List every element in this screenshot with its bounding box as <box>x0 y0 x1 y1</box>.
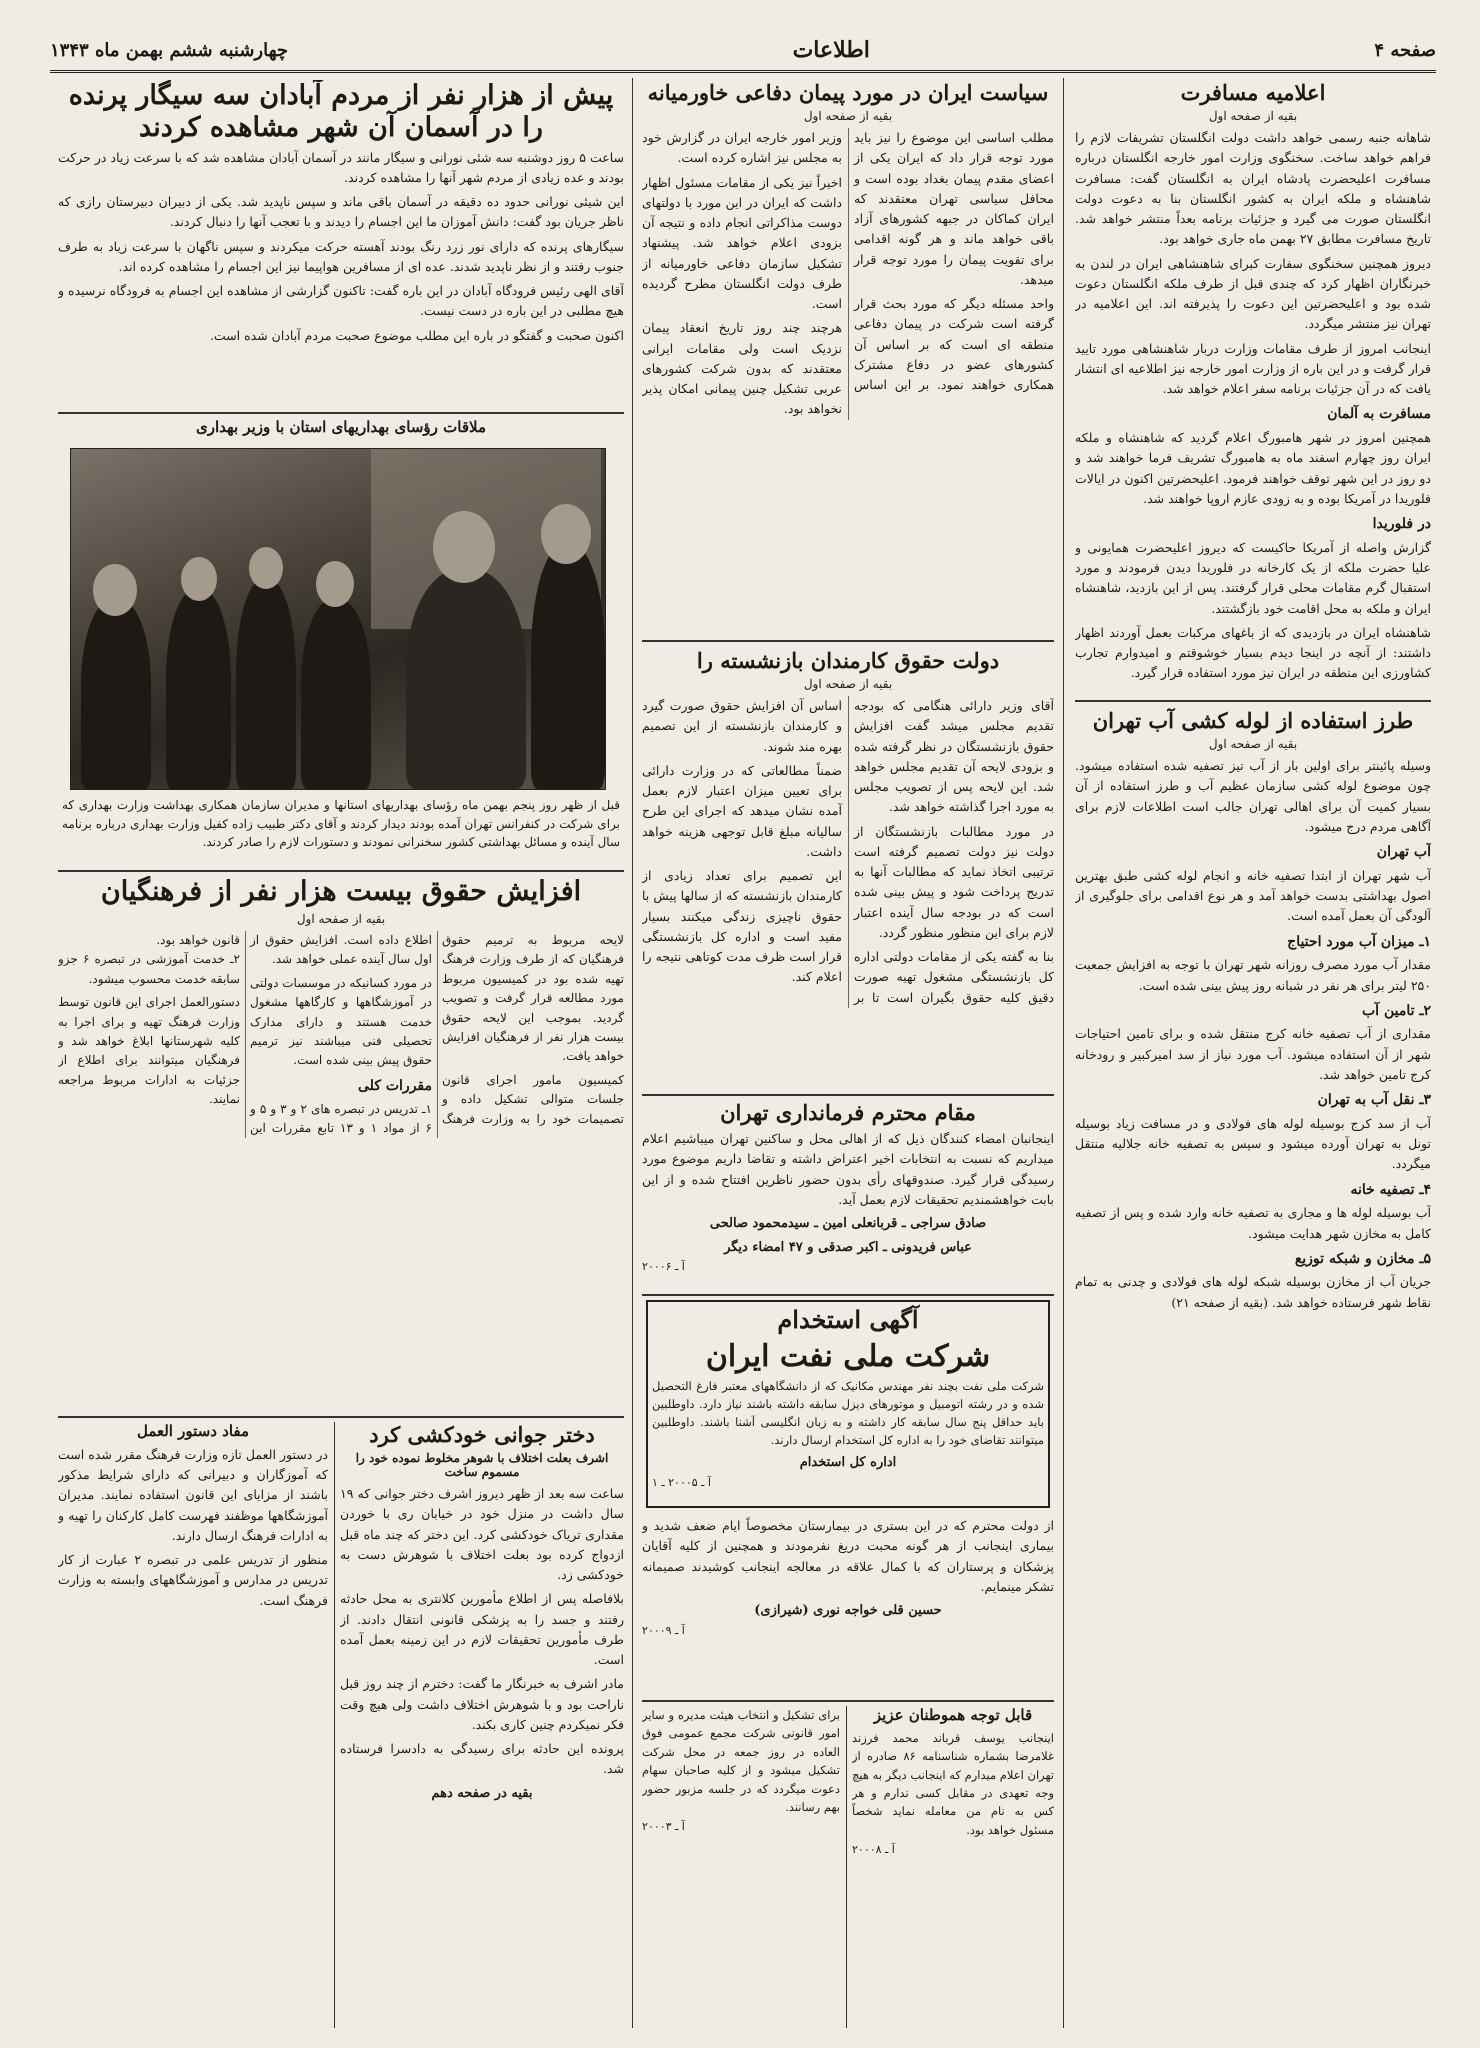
column-rule <box>632 868 633 2028</box>
headline: قابل توجه هموطنان عزیز <box>873 1706 1033 1724</box>
headline: پیش از هزار نفر از مردم آبادان سه سیگار پرنده را در آسمان آن شهر مشاهده کردند <box>68 80 614 143</box>
divider <box>642 1094 1054 1096</box>
paragraph: مادر اشرف به خبرنگار ما گفت: دخترم از چند روز قبل ناراحت بود و با شوهرش اختلاف داشت ولی هیچ وقت فکر نمیکردم چنین کاری بکند. <box>340 1676 624 1732</box>
paragraph: آقای وزیر دارائی هنگامی که بودجه تقدیم مجلس میشد گفت افزایش حقوق بازنشستگان در نظر گرفته شده و بزودی لایحه آن تقدیم مجلس خواهد شد. این لایحه پس از تصویب مجلس به مورد اجرا گذاشته خواهد شد. <box>854 698 1054 815</box>
paragraph: سیگارهای پرنده که دارای نور زرد رنگ بودند آهسته حرکت میکردند و سپس ناگهان با سرعت زیاد به طرف جنوب رفتند و از نظر ناپدید شدند. عده ای از مسافرین هواپیما نیز این اجسام را مشاهده کرده اند. <box>58 238 624 274</box>
teachers-pay-article <box>58 876 624 1386</box>
paragraph: آب شهر تهران از ابتدا تصفیه خانه و انجام لوله کشی طبق بهترین اصول بهداشتی بدست خواهد آمد و هر نوع اقدامی برای جلوگیری از آلودگی آن بعمل آمده است. <box>1075 867 1431 924</box>
photo-figure <box>236 579 296 789</box>
column-rule <box>846 1706 847 2028</box>
girl-suicide-article <box>340 1422 624 2028</box>
paragraph: این شیئی نورانی حدود ده دقیقه در آسمان باقی ماند و سپس ناپدید شد. یکی از دبیران دبیرستان رازی که ناظر جریان بود گفت: دانش آموزان ما این اجسام را دیدند و با تعجب آنها را دنبال کردند. <box>58 194 624 230</box>
paragraph: پرونده این حادثه برای رسیدگی به دادسرا فرستاده شد. <box>340 1741 624 1777</box>
photo-figure <box>81 599 151 789</box>
paragraph: دیروز همچنین سخنگوی سفارت کبرای شاهنشاهی ایران در لندن به خبرنگاران اظهار کرد که چندی قبل از طرف ملکه انگلستان دعوت شده بود و اعلیحضرتین این دعوت را پذیرفته اند. این اعلامیه در تهران نیز منتشر میگردد. <box>1075 255 1431 332</box>
paragraph: مقداری از آب تصفیه خانه کرج منتقل شده و برای تامین احتیاجات شهر از آن استفاده میشود. آب مورد نیاز از سد امیرکبیر و رودخانه کرج تامین خواهد شد. <box>1075 1026 1431 1082</box>
travel-announcement-article <box>1075 80 1431 694</box>
abadan-ufo-article <box>58 80 624 410</box>
notice-signature: حسین قلی خواجه نوری (شیرازی) <box>754 1603 942 1618</box>
paragraph: برای تشکیل و انتخاب هیئت مدیره و سایر امور قانونی شرکت مجمع عمومی فوق العاده در روز جمعه در محل شرکت تشکیل میشود و از کلیه صاحبان سهام دعوت میگردد که در جلسه مزبور حضور بهم رسانند. <box>642 1708 840 1814</box>
subheading: ۳ـ نقل آب به تهران <box>1317 1092 1431 1109</box>
column-rule <box>632 78 633 868</box>
ad-title: آگهی استخدام <box>777 1305 919 1334</box>
paragraph: ضمناً مطالعاتی که در وزارت دارائی برای تعیین میزان اعتبار لازم بعمل آمده نشان میدهد که اجرای این طرح سالیانه مبلغ قابل توجهی هزینه خواهد داشت. <box>642 762 842 859</box>
divider <box>58 412 624 414</box>
paragraph: اینجانبان امضاء کنندگان ذیل که از اهالی محل و ساکنین تهران میباشیم اعلام میداریم که نسبت به انتخابات اخیر اعتراض داشته و تقاضا داریم موضوع مورد رسیدگی قرار گیرد. صندوقهای رأی بدون حضور ناظرین افتتاح شده و از این بابت خواهشمندیم تحقیقات لازم بعمل آید. <box>642 1131 1054 1207</box>
water-pipeline-article <box>1075 708 1431 2030</box>
ad-company: شرکت ملی نفت ایران <box>705 1338 991 1374</box>
photo-title: ملاقات رؤسای بهداریهای استان با وزیر بهداری <box>196 418 486 436</box>
photo-figure <box>433 511 495 583</box>
column-rule <box>1063 78 1064 2028</box>
divider <box>58 1416 624 1418</box>
paragraph: اینجانب امروز از طرف مقامات وزارت دربار شاهنشاهی مورد تایید قرار گرفت و در این باره از وزارت امور خارجه نیز اطلاعیه ای انتشار یافت که در آن جزئیات برنامه سفر اعلام خواهد شد. <box>1075 340 1431 397</box>
page-header <box>50 30 1436 73</box>
meeting-photo <box>70 448 606 790</box>
subheading: ۴ـ تصفیه خانه <box>1350 1181 1431 1198</box>
paragraph: شرکت ملی نفت بچند نفر مهندس مکانیک که از دانشگاههای معتبر فارغ التحصیل شده و در رشته اتومبیل و موتورهای دیزل سابقه داشته باشند نیاز دارد. داوطلبین باید حداقل پنج سال سابقه کار داشته و به زبان انگلیسی آشنا باشند. داوطلبین میتوانند تقاضای خود را به اداره کل استخدام ارسال دارند. <box>652 1379 1044 1447</box>
photo-figure <box>531 544 605 789</box>
column-rule <box>334 1422 335 2028</box>
continued-note: بقیه از صفحه اول <box>803 109 893 124</box>
divider <box>642 1294 1054 1296</box>
paragraph: اخیراً نیز یکی از مقامات مسئول اظهار داشت که ایران در این مورد با دولتهای دوست مذاکراتی انجام داده و نتیجه آن بزودی اعلام خواهد شد. پیشنهاد تشکیل سازمان دفاعی خاورمیانه از طرف دولت انگلستان مطرح گردیده است. <box>642 174 842 312</box>
headline: مقام محترم فرمانداری تهران <box>720 1100 976 1125</box>
divider <box>1075 700 1431 702</box>
headline: دولت حقوق کارمندان بازنشسته را <box>696 648 1000 673</box>
photo-caption <box>62 796 620 868</box>
paragraph: آب از سد کرج بوسیله لوله های فولادی و در مسافت زیاد بوسیله تونل به تهران آورده میشود و سپس به تصفیه خانه جلالیه منتقل میگردد. <box>1075 1115 1431 1172</box>
oil-company-ad <box>646 1300 1050 1508</box>
headline: اعلامیه مسافرت <box>1180 80 1326 105</box>
subheading: در فلوریدا <box>1372 516 1431 533</box>
divider <box>58 870 624 872</box>
ad-reference: آ ـ ۲۰۰۰۸ <box>852 1843 895 1857</box>
thanks-notice <box>642 1516 1054 1696</box>
continued-note: بقیه از صفحه اول <box>1208 109 1298 124</box>
paragraph: مقدار آب مورد مصرف روزانه شهر تهران با توجه به افزایش جمعیت ۲۵۰ لیتر برای هر نفر در شبانه روز پیش بینی شده است. <box>1075 957 1431 993</box>
subheading: مسافرت به آلمان <box>1327 406 1431 423</box>
continued-note: بقیه از صفحه اول <box>1208 737 1298 752</box>
continued-note: بقیه از صفحه اول <box>803 677 893 692</box>
ad-signature: اداره کل استخدام <box>799 1455 897 1471</box>
paragraph: لایحه مربوط به ترمیم حقوق فرهنگیان که از طرف وزارت فرهنگ تهیه شده بود در کمیسیون مربوط مورد مطالعه قرار گرفت و تصویب گردید. بموجب این لایحه حقوق بیست هزار نفر از فرهنگیان افزایش خواهد یافت. <box>442 932 624 1064</box>
subheading: ۱ـ میزان آب مورد احتیاج <box>1287 933 1431 950</box>
divider <box>642 640 1054 642</box>
subheading: آب تهران <box>1376 844 1431 861</box>
paragraph: از دولت محترم که در این بستری در بیمارستان مخصوصاً ایام ضعف شدید و بیماری اینجانب از هر گونه محبت دریغ نفرمودند و همچنین از کلیه آقایان پزشکان و پرستاران که با کمال علاقه در معالجه اینجانب کوشیدند صمیمانه تشکر مینمایم. <box>642 1518 1054 1594</box>
issue-date: چهارشنبه ششم بهمن ماه ۱۳۴۳ <box>50 39 289 61</box>
paragraph: اینجانب یوسف قرباند محمد فرزند غلامرضا بشماره شناسنامه ۸۶ صادره از تهران اعلام میدارم که اینجانب دیگر به هیچ وجه تعهدی در مقابل کسی ندارم و هر کس به نام من معامله نماید شخصاً مسئول خواهد بود. <box>852 1730 1054 1837</box>
ad-reference: آ ـ ۲۰۰۰۹ <box>642 1623 685 1637</box>
paragraph: شاهانه جنبه رسمی خواهد داشت دولت انگلستان تشریفات لازم را فراهم خواهد ساخت. سخنگوی وزارت امور خارجه انگلستان درباره مسافرت اعلیحضرت پادشاه ایران به انگلستان گفت: مسافرت شاهنشاه و ملکه ایران به کشور انگلستان بنا به دعوت دولت انگلستان صورت می گیرد و جزئیات برنامه بعداً منتشر خواهد شد. تاریخ مسافرت مطابق ۲۷ بهمن ماه جاری خواهد بود. <box>1075 130 1431 247</box>
headline: طرز استفاده از لوله کشی آب تهران <box>1092 708 1414 733</box>
headline: سیاست ایران در مورد پیمان دفاعی خاورمیانه <box>647 80 1049 105</box>
paragraph: جریان آب از مخازن بوسیله شبکه لوله های فولادی و چدنی به تمام نقاط شهر فرستاده خواهد شد. (بقیه از صفحه ۲۱) <box>1075 1274 1431 1310</box>
paragraph: آب بوسیله لوله ها و مجاری به تصفیه خانه وارد شده و پس از تصفیه کامل به مخازن شهر هدایت میشود. <box>1075 1205 1431 1241</box>
paragraph: ۱ـ تدریس در تبصره های ۲ و ۳ و ۵ و ۶ از مواد ۱ و ۱۳ تابع مقررات این قانون خواهد بود. ۲ـ خدمت آموزشی در تبصره ۶ جزو سابقه خدمت محسوب میشود. <box>58 932 432 1136</box>
headline: افزایش حقوق بیست هزار نفر از فرهنگیان <box>100 876 582 907</box>
paragraph: واحد مسئله دیگر که مورد بحث قرار گرفته است شرکت در پیمان دفاعی منطقه ای است که بر اساس آن کشورهای عضو در دفاع مشترک همکاری خواهند نمود. بر این اساس وزیر امور خارجه ایران در گزارش خود به مجلس نیز اشاره کرده است. <box>642 130 1054 393</box>
paragraph: هرچند چند روز تاریخ انعقاد پیمان نزدیک است ولی مقامات ایرانی معتقدند که بدون شرکت کشورهای عربی تشکیل چنین پیمانی امکان پذیر نخواهد بود. <box>642 320 842 417</box>
paragraph: این تصمیم برای تعداد زیادی از کارمندان بازنشسته که از سالها پیش با حقوق ناچیزی زندگی میکنند بسیار مفید است و اداره کل بازنشستگی قرار است ظرف مدت کوتاهی نتیجه را اعلام کند. <box>642 868 842 985</box>
subheading: ۵ـ مخازن و شبکه توزیع <box>1294 1250 1431 1267</box>
paragraph: وسیله پائینتر برای اولین بار از آب تیز تصفیه شده استفاده میشود. چون موضوع لوله کشی سازمان عظیم آب و طرز استفاده از آن بسیار کمیت آن برای اهالی تهران جالب است اطلاعات لازم برای آگاهی مردم درج میشود. <box>1075 758 1431 834</box>
headline: مفاد دستور العمل <box>136 1422 250 1440</box>
paragraph: مطلب اساسی این موضوع را نیز باید مورد توجه قرار داد که ایران یکی از اعضای مقدم پیمان بغداد بوده است و محافل سیاسی تهران معتقدند که ایران کماکان در جبهه کشورهای آزاد باقی خواهد ماند و هر گونه اقدامی برای تقویت پیمان را مورد توجه قرار میدهد. <box>854 130 1054 287</box>
paragraph: اکنون صحبت و گفتگو در باره این مطلب موضوع صحبت مردم آبادان شده است. <box>209 327 624 343</box>
headline: دختر جوانی خودکشی کرد <box>369 1422 595 1447</box>
directive-article <box>58 1422 328 2028</box>
subheadline: اشرف بعلت اختلاف با شوهر مخلوط نموده خود را مسموم ساخت <box>355 1451 609 1480</box>
iran-policy-article <box>642 80 1054 636</box>
paragraph: شاهنشاه ایران در بازدیدی که از باغهای مرکبات بعمل آوردند اظهار داشتند: از آنچه در اینجا دیدم بسیار خوشوقتم و امیدوارم تجارب کشاورزی این منطقه در ایران نیز مورد استفاده قرار گیرد. <box>1075 624 1431 681</box>
caption-text: قبل از ظهر روز پنجم بهمن ماه رؤسای بهداریهای استانها و مدیران سازمان همکاری بهداشت وزارت بهداری که برای شرکت در کنفرانس تهران آمده بودند دیدار کردند و آقای دکتر طبیب زاده کفیل وزارت بهداری درباره برنامه سال آینده و مسائل بهداشتی کشور سخنرانی نمودند و دستورات لازم را صادر کردند. <box>62 798 620 850</box>
paragraph: ساعت سه بعد از ظهر دیروز اشرف دختر جوانی که ۱۹ سال داشت در منزل خود در خیابان ری با خوردن مقداری تریاک خودکشی کرد. این دختر که چند ماه قبل ازدواج کرده بود بعلت اختلاف با شوهرش دست به خودکشی زد. <box>340 1486 624 1583</box>
company-meeting-notice <box>642 1706 840 2028</box>
paragraph: منظور از تدریس علمی در تبصره ۲ عبارت از کار تدریس در مدارس و آموزشگاههای وابسته به وزارت فرهنگ است. <box>58 1552 328 1608</box>
ad-reference: آ ـ ۲۰۰۰۶ <box>642 1260 685 1274</box>
subheading: ۲ـ تامین آب <box>1362 1002 1431 1019</box>
paragraph: در دستور العمل تازه وزارت فرهنگ مقرر شده است که آموزگاران و دبیرانی که دارای شرایط مذکور باشند از مزایای این قانون استفاده نمایند. مدیران آموزشگاهها موظفند فهرست کامل کارکنان را تهیه و به ادارات فرهنگ ارسال دارند. <box>58 1446 328 1543</box>
photo-figure <box>301 599 371 789</box>
divider <box>642 1700 1054 1702</box>
paragraph: در مورد مطالبات بازنشستگان از دولت نیز دولت تصمیم گرفته است ترتیبی اتخاذ نماید که مطالبات آنها به تدریج پرداخت شود و پیش بینی شده است که در بودجه سال آینده اعتبار لازم برای این منظور منظور گردد. <box>854 823 1054 940</box>
photo-figure <box>93 564 137 616</box>
paragraph: همچنین امروز در شهر هامبورگ اعلام گردید که شاهنشاه و ملکه ایران روز چهارم اسفند ماه به هامبورگ تشریف فرما خواهند شد و دو روز در این شهر توقف خواهند فرمود. اعلیحضرتین اکنون در ایالات فلوریدا در آمریکا بوده و به زودی عازم اروپا خواهند شد. <box>1075 430 1431 506</box>
photo-figure <box>316 561 354 607</box>
photo-figure <box>249 547 283 589</box>
paragraph: ساعت ۵ روز دوشنبه سه شئی نورانی و سیگار مانند در آسمان آبادان مشاهده شد که با سرعت زیاد در حرکت بودند و عده زیادی از مردم شهر آنها را مشاهده کردند. <box>58 149 624 185</box>
newspaper-name: اطلاعات <box>792 37 870 63</box>
signatories: صادق سراجی ـ قربانعلی امین ـ سیدمحمود صالحی <box>709 1216 987 1232</box>
paragraph: بلافاصله پس از اطلاع مأمورین کلانتری به محل حادثه رفتند و جسد را به پزشکی قانونی انتقال دادند. از طرف مأمورین تحقیقات لازم در این زمینه بعمل آمده است. <box>340 1591 624 1668</box>
continued-link: بقیه در صفحه دهم <box>431 1785 533 1801</box>
governor-letter <box>642 1100 1054 1290</box>
photo-headline <box>58 418 624 444</box>
photo-figure <box>166 589 231 789</box>
pensioners-article <box>642 648 1054 1108</box>
ad-reference: آ ـ ۲۰۰۰۳ <box>642 1820 685 1834</box>
signatories: عباس فریدونی ـ اکبر صدقی و ۴۷ امضاء دیگر <box>724 1239 972 1255</box>
continued-note: بقیه از صفحه اول <box>296 911 386 926</box>
paragraph: گزارش واصله از آمریکا حاکیست که دیروز اعلیحضرت همایونی و علیا حضرت ملکه از یک کارخانه در فلوریدا دیدن فرمودند و مورد استقبال گرم مقامات محلی قرار گرفتند. پس از این بازدید، شاهنشاه ایران و ملکه به محل اقامت خود بازگشتند. <box>1075 539 1431 616</box>
photo-figure <box>541 504 591 564</box>
subheading: مقررات کلی <box>358 1077 432 1094</box>
paragraph: آقای الهی رئیس فرودگاه آبادان در این باره گفت: تاکنون گزارشی از مشاهده این اجسام به فرودگاه نرسیده و هیچ مطلبی در این باره در دست نیست. <box>58 283 624 319</box>
photo-figure <box>181 557 217 601</box>
paragraph: در مورد کسانیکه در موسسات دولتی در آموزشگاهها و کارگاهها مشغول خدمت هستند و دارای مدارک تحصیلی فنی میباشند نیز ترمیم حقوق پیش بینی شده است. <box>250 975 432 1068</box>
page-number: صفحه ۴ <box>1374 39 1436 61</box>
photo-figure <box>406 569 526 789</box>
paragraph: دستورالعمل اجرای این قانون توسط وزارت فرهنگ تهیه و برای اجرا به کلیه شهرستانها ابلاغ خواهد شد و فرهنگیان میتوانند برای اطلاع از جزئیات به ادارات مربوط مراجعه نمایند. <box>58 995 240 1107</box>
paragraph: کمیسیون مامور اجرای قانون جلسات متوالی تشکیل داده و تصمیمات خود را به وزارت فرهنگ اطلاع داده است. افزایش حقوق از اول سال آینده عملی خواهد شد. <box>250 932 624 1126</box>
citizens-notice <box>852 1706 1054 2028</box>
ad-reference: آ ـ ۲۰۰۰۵ ـ ۱ <box>652 1475 711 1489</box>
paragraph: بنا به گفته یکی از مقامات دولتی اداره کل بازنشستگی مشغول تهیه صورت دقیق کلیه حقوق بگیران است تا بر اساس آن افزایش حقوق صورت گیرد و کارمندان بازنشسته از این تصمیم بهره مند شوند. <box>642 698 1054 1005</box>
